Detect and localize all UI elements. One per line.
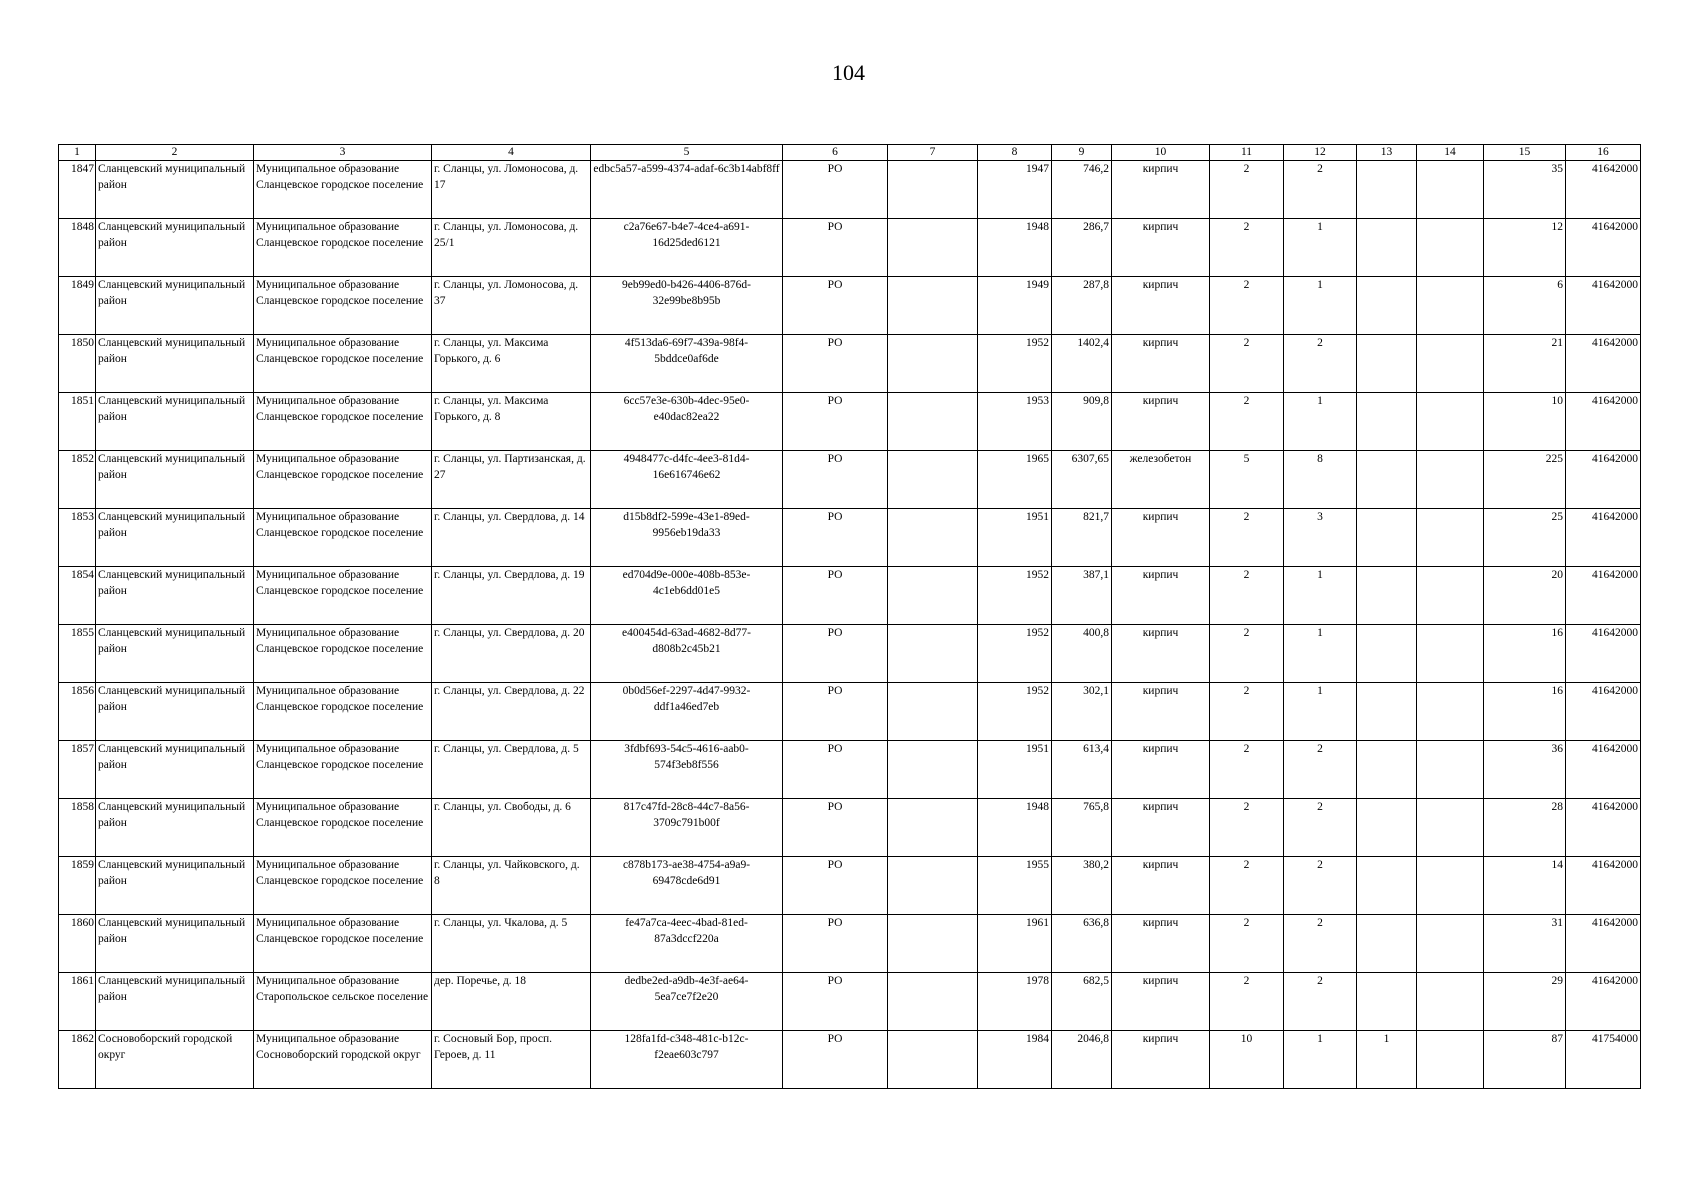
address-cell: г. Сланцы, ул. Свердлова, д. 19: [432, 567, 591, 625]
district-cell: Сланцевский муниципальный район: [96, 277, 254, 335]
column-13-cell: [1357, 335, 1417, 393]
address-cell: г. Сланцы, ул. Свердлова, д. 5: [432, 741, 591, 799]
oktmo-cell: 41642000: [1566, 741, 1641, 799]
address-cell: г. Сланцы, ул. Свердлова, д. 14: [432, 509, 591, 567]
row-number: 1856: [59, 683, 96, 741]
district-cell: Сланцевский муниципальный район: [96, 219, 254, 277]
column-6-cell: РО: [783, 567, 888, 625]
column-header-10: 10: [1112, 145, 1210, 161]
material-cell: кирпич: [1112, 799, 1210, 857]
column-header-7: 7: [888, 145, 978, 161]
table-row: [59, 915, 1641, 973]
municipality-cell: Муниципальное образование Сланцевское городское поселение: [254, 277, 432, 335]
address-cell: г. Сланцы, ул. Максима Горького, д. 8: [432, 393, 591, 451]
area-cell: 2046,8: [1052, 1031, 1112, 1089]
column-14-cell: [1417, 1031, 1484, 1089]
municipality-cell: Муниципальное образование Сланцевское городское поселение: [254, 625, 432, 683]
column-6-cell: РО: [783, 219, 888, 277]
table-row: [59, 741, 1641, 799]
guid-cell: c878b173-ae38-4754-a9a9-69478cde6d91: [591, 857, 783, 915]
material-cell: кирпич: [1112, 973, 1210, 1031]
district-cell: Сланцевский муниципальный район: [96, 683, 254, 741]
column-header-15: 15: [1484, 145, 1566, 161]
floors-cell: 2: [1210, 161, 1284, 219]
oktmo-cell: 41642000: [1566, 799, 1641, 857]
column-14-cell: [1417, 857, 1484, 915]
district-cell: Сланцевский муниципальный район: [96, 335, 254, 393]
guid-cell: dedbe2ed-a9db-4e3f-ae64-5ea7ce7f2e20: [591, 973, 783, 1031]
address-cell: г. Сланцы, ул. Ломоносова, д. 25/1: [432, 219, 591, 277]
floors-cell: 5: [1210, 451, 1284, 509]
year-cell: 1949: [978, 277, 1052, 335]
district-cell: Сланцевский муниципальный район: [96, 567, 254, 625]
column-6-cell: РО: [783, 915, 888, 973]
material-cell: кирпич: [1112, 219, 1210, 277]
table-row: [59, 161, 1641, 219]
floors-cell: 2: [1210, 219, 1284, 277]
column-13-cell: [1357, 857, 1417, 915]
column-header-8: 8: [978, 145, 1052, 161]
column-6-cell: РО: [783, 741, 888, 799]
material-cell: кирпич: [1112, 567, 1210, 625]
table-row: [59, 393, 1641, 451]
municipality-cell: Муниципальное образование Сланцевское городское поселение: [254, 799, 432, 857]
column-6-cell: РО: [783, 857, 888, 915]
column-header-11: 11: [1210, 145, 1284, 161]
column-15-cell: 6: [1484, 277, 1566, 335]
oktmo-cell: 41642000: [1566, 277, 1641, 335]
address-cell: г. Сосновый Бор, просп. Героев, д. 11: [432, 1031, 591, 1089]
area-cell: 909,8: [1052, 393, 1112, 451]
year-cell: 1948: [978, 219, 1052, 277]
column-header-5: 5: [591, 145, 783, 161]
district-cell: Сланцевский муниципальный район: [96, 799, 254, 857]
oktmo-cell: 41642000: [1566, 161, 1641, 219]
page-number: 104: [832, 60, 865, 85]
district-cell: Сланцевский муниципальный район: [96, 451, 254, 509]
year-cell: 1984: [978, 1031, 1052, 1089]
floors-cell: 2: [1210, 915, 1284, 973]
municipality-cell: Муниципальное образование Сланцевское городское поселение: [254, 335, 432, 393]
row-number: 1852: [59, 451, 96, 509]
column-14-cell: [1417, 393, 1484, 451]
column-6-cell: РО: [783, 161, 888, 219]
municipality-cell: Муниципальное образование Сланцевское городское поселение: [254, 509, 432, 567]
oktmo-cell: 41642000: [1566, 393, 1641, 451]
oktmo-cell: 41642000: [1566, 683, 1641, 741]
column-13-cell: [1357, 161, 1417, 219]
address-cell: г. Сланцы, ул. Ломоносова, д. 37: [432, 277, 591, 335]
column-header-14: 14: [1417, 145, 1484, 161]
address-cell: г. Сланцы, ул. Свердлова, д. 20: [432, 625, 591, 683]
year-cell: 1947: [978, 161, 1052, 219]
column-6-cell: РО: [783, 1031, 888, 1089]
column-7-cell: [888, 857, 978, 915]
area-cell: 765,8: [1052, 799, 1112, 857]
column-13-cell: [1357, 509, 1417, 567]
column-6-cell: РО: [783, 973, 888, 1031]
material-cell: кирпич: [1112, 393, 1210, 451]
column-15-cell: 20: [1484, 567, 1566, 625]
district-cell: Сланцевский муниципальный район: [96, 915, 254, 973]
column-6-cell: РО: [783, 683, 888, 741]
table-row: [59, 1031, 1641, 1089]
floors-cell: 2: [1210, 857, 1284, 915]
area-cell: 821,7: [1052, 509, 1112, 567]
floors-cell: 2: [1210, 741, 1284, 799]
address-cell: г. Сланцы, ул. Ломоносова, д. 17: [432, 161, 591, 219]
column-header-13: 13: [1357, 145, 1417, 161]
column-7-cell: [888, 161, 978, 219]
table-row: [59, 451, 1641, 509]
material-cell: кирпич: [1112, 1031, 1210, 1089]
table-body: [59, 161, 1641, 1089]
area-cell: 613,4: [1052, 741, 1112, 799]
address-cell: г. Сланцы, ул. Свободы, д. 6: [432, 799, 591, 857]
oktmo-cell: 41754000: [1566, 1031, 1641, 1089]
column-header-3: 3: [254, 145, 432, 161]
guid-cell: fe47a7ca-4eec-4bad-81ed-87a3dccf220a: [591, 915, 783, 973]
oktmo-cell: 41642000: [1566, 219, 1641, 277]
district-cell: Сланцевский муниципальный район: [96, 973, 254, 1031]
column-15-cell: 10: [1484, 393, 1566, 451]
municipality-cell: Муниципальное образование Сосновоборский городской округ: [254, 1031, 432, 1089]
year-cell: 1952: [978, 335, 1052, 393]
table-row: [59, 509, 1641, 567]
material-cell: железобетон: [1112, 451, 1210, 509]
column-13-cell: [1357, 741, 1417, 799]
guid-cell: edbc5a57-a599-4374-adaf-6c3b14abf8ff: [591, 161, 783, 219]
material-cell: кирпич: [1112, 161, 1210, 219]
table-row: [59, 219, 1641, 277]
column-13-cell: [1357, 567, 1417, 625]
district-cell: Сланцевский муниципальный район: [96, 625, 254, 683]
oktmo-cell: 41642000: [1566, 625, 1641, 683]
column-13-cell: [1357, 625, 1417, 683]
area-cell: 400,8: [1052, 625, 1112, 683]
row-number: 1855: [59, 625, 96, 683]
floors-cell: 10: [1210, 1031, 1284, 1089]
guid-cell: e400454d-63ad-4682-8d77-d808b2c45b21: [591, 625, 783, 683]
column-13-cell: [1357, 219, 1417, 277]
municipality-cell: Муниципальное образование Сланцевское городское поселение: [254, 567, 432, 625]
entrances-cell: 2: [1284, 741, 1357, 799]
column-7-cell: [888, 799, 978, 857]
guid-cell: 128fa1fd-c348-481c-b12c-f2eae603c797: [591, 1031, 783, 1089]
guid-cell: d15b8df2-599e-43e1-89ed-9956eb19da33: [591, 509, 783, 567]
year-cell: 1978: [978, 973, 1052, 1031]
column-7-cell: [888, 1031, 978, 1089]
entrances-cell: 8: [1284, 451, 1357, 509]
entrances-cell: 2: [1284, 973, 1357, 1031]
guid-cell: 6cc57e3e-630b-4dec-95e0-e40dac82ea22: [591, 393, 783, 451]
floors-cell: 2: [1210, 567, 1284, 625]
column-7-cell: [888, 625, 978, 683]
material-cell: кирпич: [1112, 683, 1210, 741]
entrances-cell: 1: [1284, 1031, 1357, 1089]
entrances-cell: 1: [1284, 625, 1357, 683]
table-row: [59, 567, 1641, 625]
floors-cell: 2: [1210, 277, 1284, 335]
column-14-cell: [1417, 741, 1484, 799]
column-15-cell: 16: [1484, 625, 1566, 683]
row-number: 1858: [59, 799, 96, 857]
column-header-6: 6: [783, 145, 888, 161]
column-7-cell: [888, 741, 978, 799]
district-cell: Сланцевский муниципальный район: [96, 393, 254, 451]
address-cell: г. Сланцы, ул. Чайковского, д. 8: [432, 857, 591, 915]
address-cell: г. Сланцы, ул. Партизанская, д. 27: [432, 451, 591, 509]
floors-cell: 2: [1210, 509, 1284, 567]
column-7-cell: [888, 567, 978, 625]
guid-cell: 817c47fd-28c8-44c7-8a56-3709c791b00f: [591, 799, 783, 857]
area-cell: 682,5: [1052, 973, 1112, 1031]
address-cell: г. Сланцы, ул. Свердлова, д. 22: [432, 683, 591, 741]
table-row: [59, 799, 1641, 857]
row-number: 1859: [59, 857, 96, 915]
column-14-cell: [1417, 567, 1484, 625]
column-header-2: 2: [96, 145, 254, 161]
year-cell: 1952: [978, 567, 1052, 625]
address-cell: г. Сланцы, ул. Чкалова, д. 5: [432, 915, 591, 973]
area-cell: 1402,4: [1052, 335, 1112, 393]
table-row: [59, 277, 1641, 335]
table-row: [59, 857, 1641, 915]
column-14-cell: [1417, 973, 1484, 1031]
entrances-cell: 2: [1284, 799, 1357, 857]
table-row: [59, 335, 1641, 393]
entrances-cell: 1: [1284, 277, 1357, 335]
row-number: 1851: [59, 393, 96, 451]
column-13-cell: [1357, 973, 1417, 1031]
area-cell: 636,8: [1052, 915, 1112, 973]
oktmo-cell: 41642000: [1566, 451, 1641, 509]
row-number: 1849: [59, 277, 96, 335]
floors-cell: 2: [1210, 799, 1284, 857]
material-cell: кирпич: [1112, 915, 1210, 973]
column-7-cell: [888, 509, 978, 567]
material-cell: кирпич: [1112, 335, 1210, 393]
area-cell: 287,8: [1052, 277, 1112, 335]
municipality-cell: Муниципальное образование Сланцевское городское поселение: [254, 915, 432, 973]
area-cell: 746,2: [1052, 161, 1112, 219]
district-cell: Сланцевский муниципальный район: [96, 857, 254, 915]
year-cell: 1952: [978, 625, 1052, 683]
column-header-12: 12: [1284, 145, 1357, 161]
column-15-cell: 31: [1484, 915, 1566, 973]
material-cell: кирпич: [1112, 857, 1210, 915]
column-15-cell: 21: [1484, 335, 1566, 393]
column-14-cell: [1417, 219, 1484, 277]
column-14-cell: [1417, 451, 1484, 509]
oktmo-cell: 41642000: [1566, 567, 1641, 625]
year-cell: 1965: [978, 451, 1052, 509]
municipality-cell: Муниципальное образование Сланцевское городское поселение: [254, 161, 432, 219]
table-row: [59, 973, 1641, 1031]
column-15-cell: 36: [1484, 741, 1566, 799]
column-13-cell: [1357, 451, 1417, 509]
entrances-cell: 2: [1284, 915, 1357, 973]
row-number: 1862: [59, 1031, 96, 1089]
column-15-cell: 28: [1484, 799, 1566, 857]
table-row: [59, 683, 1641, 741]
entrances-cell: 1: [1284, 393, 1357, 451]
column-15-cell: 25: [1484, 509, 1566, 567]
row-number: 1850: [59, 335, 96, 393]
guid-cell: 4f513da6-69f7-439a-98f4-5bddce0af6de: [591, 335, 783, 393]
column-14-cell: [1417, 509, 1484, 567]
guid-cell: c2a76e67-b4e7-4ce4-a691-16d25ded6121: [591, 219, 783, 277]
oktmo-cell: 41642000: [1566, 915, 1641, 973]
column-number-row: [59, 145, 1641, 161]
column-7-cell: [888, 277, 978, 335]
column-15-cell: 12: [1484, 219, 1566, 277]
column-7-cell: [888, 393, 978, 451]
entrances-cell: 1: [1284, 567, 1357, 625]
column-6-cell: РО: [783, 509, 888, 567]
table-row: [59, 625, 1641, 683]
column-6-cell: РО: [783, 625, 888, 683]
column-15-cell: 225: [1484, 451, 1566, 509]
column-header-16: 16: [1566, 145, 1641, 161]
material-cell: кирпич: [1112, 625, 1210, 683]
housing-register-table: [58, 144, 1641, 1089]
column-6-cell: РО: [783, 799, 888, 857]
column-14-cell: [1417, 335, 1484, 393]
row-number: 1847: [59, 161, 96, 219]
column-14-cell: [1417, 683, 1484, 741]
municipality-cell: Муниципальное образование Сланцевское городское поселение: [254, 683, 432, 741]
column-7-cell: [888, 451, 978, 509]
district-cell: Сланцевский муниципальный район: [96, 509, 254, 567]
column-13-cell: [1357, 683, 1417, 741]
row-number: 1854: [59, 567, 96, 625]
floors-cell: 2: [1210, 683, 1284, 741]
guid-cell: 0b0d56ef-2297-4d47-9932-ddf1a46ed7eb: [591, 683, 783, 741]
municipality-cell: Муниципальное образование Сланцевское городское поселение: [254, 219, 432, 277]
column-7-cell: [888, 915, 978, 973]
column-14-cell: [1417, 799, 1484, 857]
municipality-cell: Муниципальное образование Сланцевское городское поселение: [254, 857, 432, 915]
year-cell: 1948: [978, 799, 1052, 857]
entrances-cell: 1: [1284, 683, 1357, 741]
address-cell: дер. Поречье, д. 18: [432, 973, 591, 1031]
column-header-4: 4: [432, 145, 591, 161]
floors-cell: 2: [1210, 393, 1284, 451]
column-13-cell: [1357, 277, 1417, 335]
column-15-cell: 16: [1484, 683, 1566, 741]
district-cell: Сланцевский муниципальный район: [96, 161, 254, 219]
row-number: 1860: [59, 915, 96, 973]
material-cell: кирпич: [1112, 509, 1210, 567]
entrances-cell: 3: [1284, 509, 1357, 567]
floors-cell: 2: [1210, 335, 1284, 393]
year-cell: 1952: [978, 683, 1052, 741]
row-number: 1857: [59, 741, 96, 799]
municipality-cell: Муниципальное образование Сланцевское городское поселение: [254, 451, 432, 509]
municipality-cell: Муниципальное образование Старопольское сельское поселение: [254, 973, 432, 1031]
oktmo-cell: 41642000: [1566, 973, 1641, 1031]
column-6-cell: РО: [783, 451, 888, 509]
column-header-1: 1: [59, 145, 96, 161]
column-14-cell: [1417, 915, 1484, 973]
year-cell: 1961: [978, 915, 1052, 973]
municipality-cell: Муниципальное образование Сланцевское городское поселение: [254, 393, 432, 451]
column-15-cell: 14: [1484, 857, 1566, 915]
column-14-cell: [1417, 161, 1484, 219]
row-number: 1853: [59, 509, 96, 567]
year-cell: 1951: [978, 509, 1052, 567]
year-cell: 1951: [978, 741, 1052, 799]
material-cell: кирпич: [1112, 741, 1210, 799]
column-14-cell: [1417, 625, 1484, 683]
entrances-cell: 2: [1284, 161, 1357, 219]
column-7-cell: [888, 973, 978, 1031]
entrances-cell: 2: [1284, 857, 1357, 915]
district-cell: Сланцевский муниципальный район: [96, 741, 254, 799]
area-cell: 302,1: [1052, 683, 1112, 741]
area-cell: 380,2: [1052, 857, 1112, 915]
address-cell: г. Сланцы, ул. Максима Горького, д. 6: [432, 335, 591, 393]
column-6-cell: РО: [783, 277, 888, 335]
column-13-cell: 1: [1357, 1031, 1417, 1089]
year-cell: 1955: [978, 857, 1052, 915]
district-cell: Сосновоборский городской округ: [96, 1031, 254, 1089]
column-7-cell: [888, 683, 978, 741]
column-13-cell: [1357, 799, 1417, 857]
row-number: 1848: [59, 219, 96, 277]
column-13-cell: [1357, 393, 1417, 451]
column-6-cell: РО: [783, 393, 888, 451]
floors-cell: 2: [1210, 973, 1284, 1031]
year-cell: 1953: [978, 393, 1052, 451]
municipality-cell: Муниципальное образование Сланцевское городское поселение: [254, 741, 432, 799]
guid-cell: 3fdbf693-54c5-4616-aab0-574f3eb8f556: [591, 741, 783, 799]
entrances-cell: 1: [1284, 219, 1357, 277]
entrances-cell: 2: [1284, 335, 1357, 393]
row-number: 1861: [59, 973, 96, 1031]
column-7-cell: [888, 335, 978, 393]
oktmo-cell: 41642000: [1566, 335, 1641, 393]
column-14-cell: [1417, 277, 1484, 335]
oktmo-cell: 41642000: [1566, 509, 1641, 567]
material-cell: кирпич: [1112, 277, 1210, 335]
guid-cell: 4948477c-d4fc-4ee3-81d4-16e616746e62: [591, 451, 783, 509]
column-7-cell: [888, 219, 978, 277]
guid-cell: 9eb99ed0-b426-4406-876d-32e99be8b95b: [591, 277, 783, 335]
area-cell: 286,7: [1052, 219, 1112, 277]
guid-cell: ed704d9e-000e-408b-853e-4c1eb6dd01e5: [591, 567, 783, 625]
table-header: [59, 145, 1641, 161]
floors-cell: 2: [1210, 625, 1284, 683]
column-15-cell: 35: [1484, 161, 1566, 219]
column-6-cell: РО: [783, 335, 888, 393]
column-15-cell: 87: [1484, 1031, 1566, 1089]
column-15-cell: 29: [1484, 973, 1566, 1031]
oktmo-cell: 41642000: [1566, 857, 1641, 915]
column-header-9: 9: [1052, 145, 1112, 161]
area-cell: 6307,65: [1052, 451, 1112, 509]
area-cell: 387,1: [1052, 567, 1112, 625]
column-13-cell: [1357, 915, 1417, 973]
